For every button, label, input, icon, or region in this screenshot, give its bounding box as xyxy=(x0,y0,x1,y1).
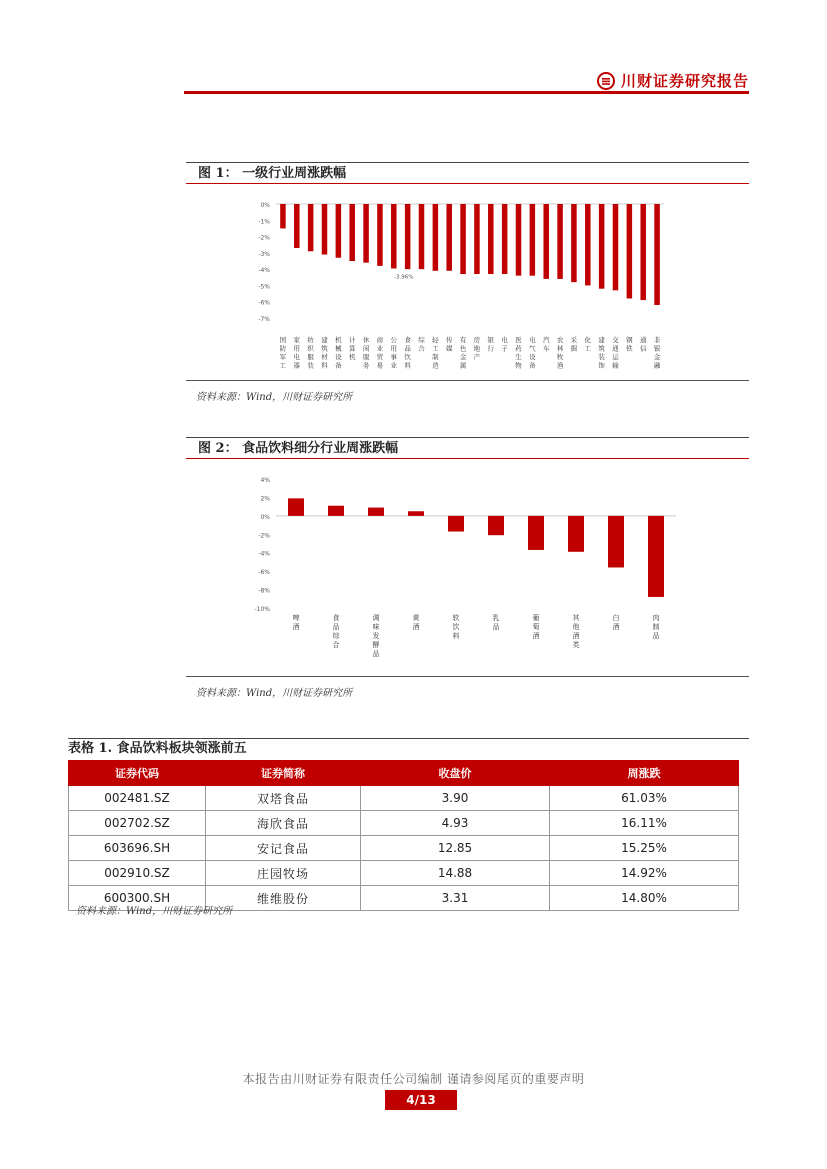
cell-change: 15.25% xyxy=(550,836,739,861)
bar xyxy=(613,204,619,290)
table-header-row xyxy=(69,761,739,786)
x-tick-label: 有色金属 xyxy=(459,336,467,370)
x-tick-label: 计算机 xyxy=(348,336,356,361)
y-tick-label: -7% xyxy=(258,316,270,323)
x-tick-label: 软饮料 xyxy=(452,614,460,640)
x-tick-label: 肉制品 xyxy=(652,614,660,640)
bar xyxy=(543,204,549,279)
bar xyxy=(585,204,591,285)
bar xyxy=(391,204,397,268)
y-tick-label: -1% xyxy=(258,218,270,226)
y-tick-label: -3% xyxy=(258,250,270,258)
x-tick-label: 电子 xyxy=(501,336,508,353)
cell-code: 002910.SZ xyxy=(69,861,206,886)
y-tick-label: -4% xyxy=(258,267,270,275)
bar xyxy=(474,204,480,274)
x-tick-label: 传媒 xyxy=(445,336,453,353)
header-change: 周涨跌 xyxy=(550,761,739,786)
y-tick-label: 4% xyxy=(260,477,270,484)
bar xyxy=(640,204,646,300)
brand-logo-icon xyxy=(597,72,615,90)
page-number: 4/13 xyxy=(385,1090,457,1110)
header-close: 收盘价 xyxy=(361,761,550,786)
footer-disclaimer: 本报告由川财证券有限责任公司编制 谨请参阅尾页的重要声明 xyxy=(242,1072,585,1086)
cell-name: 庄园牧场 xyxy=(206,861,361,886)
bar xyxy=(288,498,304,516)
cell-name: 双塔食品 xyxy=(206,786,361,811)
cell-change: 14.92% xyxy=(550,861,739,886)
cell-code: 603696.SH xyxy=(69,836,206,861)
bar xyxy=(328,506,344,516)
header-rule xyxy=(184,91,749,94)
bar xyxy=(654,204,660,305)
brand-title: 川财证券研究报告 xyxy=(620,72,749,90)
bar xyxy=(419,204,425,269)
bar xyxy=(648,516,664,597)
cell-name: 安记食品 xyxy=(206,836,361,861)
header-name: 证券简称 xyxy=(206,761,361,786)
x-tick-label: 食品饮料 xyxy=(404,336,411,370)
cell-change: 16.11% xyxy=(550,811,739,836)
cell-close: 3.90 xyxy=(361,786,550,811)
y-tick-label: -2% xyxy=(258,532,270,540)
y-tick-label: -4% xyxy=(258,550,270,558)
x-tick-label: 建筑材料 xyxy=(321,336,328,370)
x-tick-label: 电气设备 xyxy=(529,336,536,370)
table-row xyxy=(69,811,739,836)
x-tick-label: 家用电器 xyxy=(293,336,301,370)
y-tick-label: -10% xyxy=(254,606,270,613)
page-header xyxy=(184,66,749,94)
x-tick-label: 建筑装饰 xyxy=(598,336,605,370)
figure2-title: 图 2： 食品饮料细分行业周涨跌幅 xyxy=(186,437,749,459)
y-tick-label: -2% xyxy=(258,234,270,242)
bar xyxy=(322,204,328,254)
y-tick-label: -5% xyxy=(258,283,270,291)
figure1-source: 资料来源：Wind，川财证券研究所 xyxy=(196,392,353,403)
y-tick-label: 2% xyxy=(260,495,270,503)
figure2-source: 资料来源：Wind，川财证券研究所 xyxy=(196,688,353,699)
bar xyxy=(568,516,584,552)
header-code: 证券代码 xyxy=(69,761,206,786)
bar xyxy=(368,508,384,516)
x-tick-label: 轻工制造 xyxy=(432,336,439,370)
bar xyxy=(408,511,424,516)
bar xyxy=(433,204,439,271)
x-tick-label: 医药生物 xyxy=(515,336,522,370)
figure2-chart xyxy=(186,461,749,676)
y-tick-label: 0% xyxy=(260,513,270,521)
x-tick-label: 非银金融 xyxy=(653,336,661,370)
cell-name: 维维股份 xyxy=(206,886,361,911)
x-tick-label: 其他酒类 xyxy=(572,614,580,649)
figure1-title: 图 1： 一级行业周涨跌幅 xyxy=(186,162,749,184)
x-tick-label: 葡萄酒 xyxy=(532,614,540,640)
cell-code: 002481.SZ xyxy=(69,786,206,811)
x-tick-label: 通信 xyxy=(639,336,647,353)
figure2-bottom-rule xyxy=(186,676,749,677)
x-tick-label: 钢铁 xyxy=(626,336,633,353)
table-title: 表格 1. 食品饮料板块领涨前五 xyxy=(68,738,749,759)
x-tick-label: 化工 xyxy=(584,336,592,353)
x-tick-label: 房地产 xyxy=(473,336,481,361)
brand xyxy=(597,70,749,91)
bar xyxy=(460,204,466,274)
x-tick-label: 机械设备 xyxy=(335,336,342,370)
table-row xyxy=(69,861,739,886)
x-tick-label: 交通运输 xyxy=(612,336,619,370)
bar xyxy=(502,204,508,274)
y-tick-label: -6% xyxy=(258,299,270,307)
x-tick-label: 农林牧渔 xyxy=(556,336,564,370)
cell-code: 002702.SZ xyxy=(69,811,206,836)
figure1-bottom-rule xyxy=(186,380,749,381)
x-tick-label: 食品综合 xyxy=(332,614,340,649)
cell-code: 600300.SH xyxy=(69,886,206,911)
bar xyxy=(308,204,314,251)
x-tick-label: 采掘 xyxy=(570,336,578,353)
bar-annotation: -3.96% xyxy=(394,274,414,281)
x-tick-label: 调味发酵品 xyxy=(372,614,380,658)
bar xyxy=(530,204,536,276)
bar xyxy=(448,516,464,532)
y-tick-label: -6% xyxy=(258,569,270,577)
x-tick-label: 银行 xyxy=(487,336,495,353)
bar xyxy=(488,204,494,274)
bar xyxy=(446,204,452,271)
table-row xyxy=(69,836,739,861)
bar xyxy=(571,204,577,282)
bar xyxy=(377,204,383,266)
figure1-chart xyxy=(186,186,749,380)
bar xyxy=(363,204,369,263)
bar xyxy=(488,516,504,535)
bar xyxy=(608,516,624,568)
x-tick-label: 商业贸易 xyxy=(376,336,384,370)
bar xyxy=(557,204,563,279)
cell-change: 61.03% xyxy=(550,786,739,811)
x-tick-label: 公用事业 xyxy=(390,336,398,370)
cell-name: 海欣食品 xyxy=(206,811,361,836)
y-tick-label: 0% xyxy=(260,202,270,209)
x-tick-label: 白酒 xyxy=(612,614,620,631)
bar xyxy=(405,204,411,269)
cell-change: 14.80% xyxy=(550,886,739,911)
cell-close: 3.31 xyxy=(361,886,550,911)
bar xyxy=(627,204,633,298)
x-tick-label: 国防军工 xyxy=(279,336,287,370)
x-tick-label: 汽车 xyxy=(542,336,550,353)
bar xyxy=(349,204,355,261)
cell-close: 12.85 xyxy=(361,836,550,861)
table-source: 资料来源：Wind，川财证券研究所 xyxy=(76,906,233,917)
bar xyxy=(294,204,300,248)
data-table xyxy=(68,760,739,911)
bar xyxy=(599,204,605,289)
y-tick-label: -8% xyxy=(258,587,270,595)
table-row xyxy=(69,786,739,811)
x-tick-label: 休闲服务 xyxy=(362,336,370,370)
x-tick-label: 啤酒 xyxy=(292,614,300,631)
x-tick-label: 综合 xyxy=(418,336,425,353)
cell-close: 14.88 xyxy=(361,861,550,886)
bar xyxy=(528,516,544,550)
cell-close: 4.93 xyxy=(361,811,550,836)
bar xyxy=(336,204,342,258)
x-tick-label: 纺织服装 xyxy=(307,336,314,370)
x-tick-label: 乳品 xyxy=(492,614,500,631)
x-tick-label: 黄酒 xyxy=(412,614,420,631)
bar xyxy=(516,204,522,276)
bar xyxy=(280,204,286,228)
